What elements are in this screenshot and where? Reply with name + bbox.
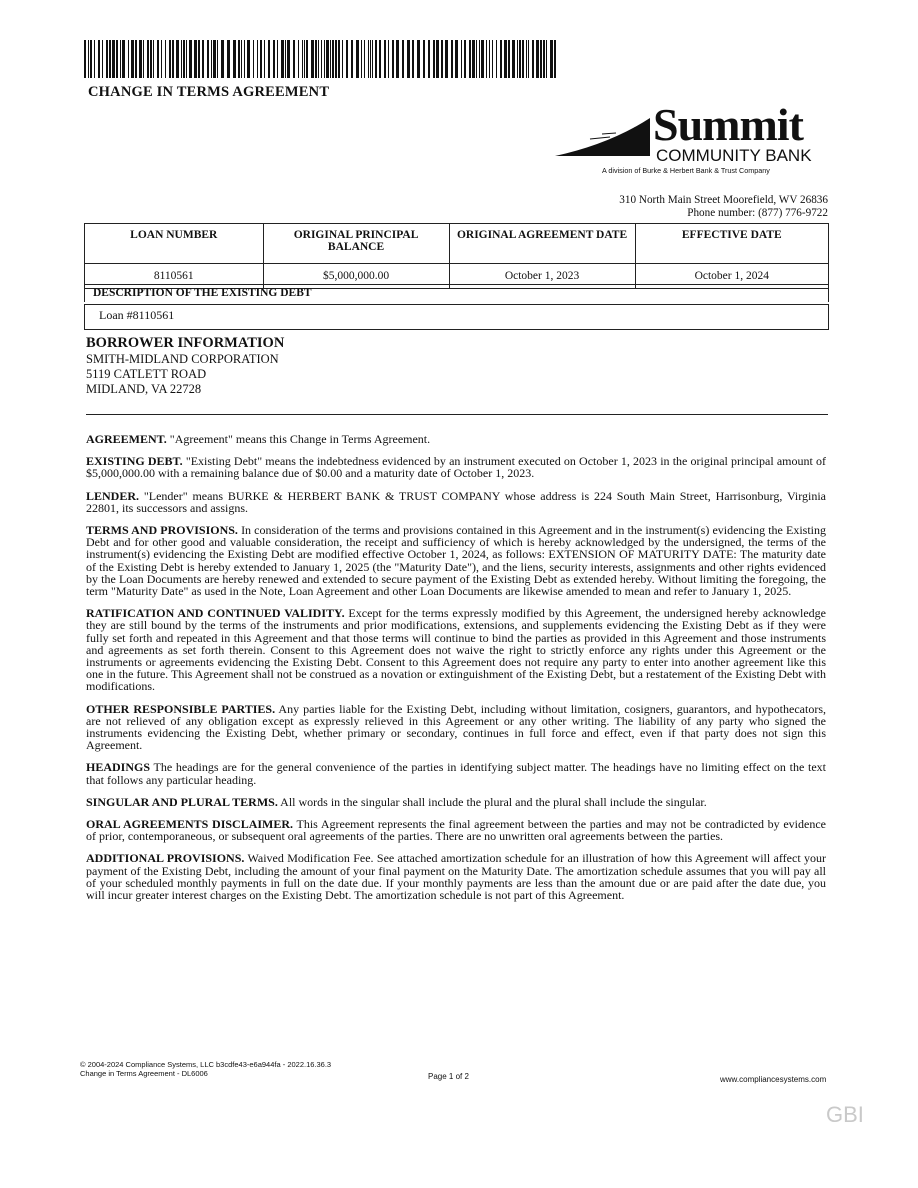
section-agreement: AGREEMENT. "Agreement" means this Change in Terms Agreement.: [86, 432, 431, 446]
barcode-bar: [522, 40, 524, 78]
barcode-bar: [172, 40, 174, 78]
barcode-bar: [161, 40, 162, 78]
barcode-bar: [335, 40, 337, 78]
barcode-bar: [213, 40, 216, 78]
bank-phone: Phone number: (877) 776-9722: [687, 207, 828, 219]
barcode-bar: [504, 40, 507, 78]
barcode-bar: [198, 40, 200, 78]
barcode-bar: [268, 40, 270, 78]
barcode-bar: [423, 40, 425, 78]
barcode-bar: [120, 40, 121, 78]
barcode-bar: [540, 40, 542, 78]
bank-address: [619, 194, 828, 220]
barcode-bar: [139, 40, 142, 78]
original-principal: $5,000,000.00: [263, 264, 449, 289]
barcode-bar: [153, 40, 154, 78]
section-lender: LENDER. "Lender" means BURKE & HERBERT BANK & TRUST COMPANY whose address is 224 South Main Street, Harrisonburg, Virginia 22801, its successors and assigns.: [86, 488, 827, 515]
section-headings: HEADINGS The headings are for the general convenience of the parties in identifying subject matter. The headings have no limiting effect on the text that follows any particular heading.: [86, 760, 826, 787]
barcode-bar: [131, 40, 134, 78]
barcode-bar: [338, 40, 340, 78]
barcode-bar: [368, 40, 369, 78]
barcode-bar: [109, 40, 111, 78]
barcode-bar: [388, 40, 389, 78]
barcode-bar: [346, 40, 348, 78]
barcode-bar: [330, 40, 331, 78]
footer-page: Page 1 of 2: [428, 1072, 469, 1081]
barcode-bar: [281, 40, 284, 78]
page-stamp: GBI: [826, 1102, 864, 1127]
barcode-bar: [311, 40, 314, 78]
barcode-bar: [451, 40, 453, 78]
logo-name: Summit: [653, 99, 803, 150]
barcode-bar: [277, 40, 278, 78]
barcode-bar: [211, 40, 212, 78]
barcode-bar: [532, 40, 534, 78]
barcode-bar: [315, 40, 317, 78]
barcode-bar: [489, 40, 490, 78]
barcode-bar: [445, 40, 448, 78]
effective-date: October 1, 2024: [635, 264, 828, 289]
barcode-bar: [169, 40, 171, 78]
barcode-bar: [264, 40, 265, 78]
barcode-bar: [253, 40, 254, 78]
barcode-bar: [500, 40, 502, 78]
barcode-bar: [143, 40, 144, 78]
barcode-bar: [285, 40, 286, 78]
barcode-bar: [481, 40, 484, 78]
barcode-bar: [476, 40, 477, 78]
barcode-bar: [112, 40, 115, 78]
barcode-bar: [342, 40, 343, 78]
barcode-bar: [247, 40, 250, 78]
barcode-bar: [183, 40, 185, 78]
borrower-name: SMITH-MIDLAND CORPORATION: [86, 352, 279, 366]
barcode-bar: [469, 40, 471, 78]
barcode-bar: [536, 40, 539, 78]
barcode-bar: [128, 40, 129, 78]
barcode-bar: [543, 40, 545, 78]
section-ratification: RATIFICATION AND CONTINUED VALIDITY. Except for the terms expressly modified by this Agreement, the undersigned hereby acknowledge they are still bound by the terms of the instruments and prior modifications, extensions, and supplements evidencing the Existing Debt as if they were fully set forth and repeated in this Agreement and that those terms will continue to bind the parties as provided in this Agreement and those instruments and agreements as set forth therein. Consent to this Agreement does not waive the right to strictly enforce any rights under this Agreement or the instruments or agreements evidencing the Existing Debt. Consent to this Agreement does not require any party to enter into another agreement like this one in the future. This Agreement shall not be construed as a novation or extinguishment of the Existing Debt, but a restatement of the Existing Debt with modifications.: [86, 606, 827, 694]
barcode-bar: [122, 40, 125, 78]
barcode-bar: [189, 40, 192, 78]
barcode-bar: [496, 40, 497, 78]
desc-header: DESCRIPTION OF THE EXISTING DEBT: [84, 284, 829, 302]
loan-table: [84, 223, 829, 289]
barcode-bar: [407, 40, 410, 78]
barcode-bar: [546, 40, 547, 78]
barcode-bar: [94, 40, 95, 78]
barcode-bar: [150, 40, 152, 78]
barcode-bar: [428, 40, 430, 78]
footer-website: www.compliancesystems.com: [720, 1075, 827, 1084]
barcode-bar: [318, 40, 319, 78]
barcode-bar: [528, 40, 529, 78]
logo-tagline: A division of Burke & Herbert Bank & Trust Company: [602, 166, 770, 175]
header-original-principal: ORIGINAL PRINCIPAL BALANCE: [263, 224, 449, 264]
barcode-bar: [176, 40, 179, 78]
barcode-bar: [396, 40, 399, 78]
barcode-bar: [512, 40, 515, 78]
bank-street: 310 North Main Street Moorefield, WV 26836: [619, 194, 828, 206]
barcode-bar: [554, 40, 556, 78]
barcode-bar: [356, 40, 359, 78]
barcode-bar: [324, 40, 325, 78]
logo-sub: COMMUNITY BANK: [656, 146, 812, 165]
footer-copyright: © 2004-2024 Compliance Systems, LLC b3cdfe43-e6a944fa - 2022.16.36.3: [80, 1060, 332, 1069]
section-additional: ADDITIONAL PROVISIONS. Waived Modification Fee. See attached amortization schedule for an illustration of how this Agreement will affect your payment of the Existing Debt, including the amount of your final payment on the Maturity Date. The amortization schedule assumes that you will pay all of your scheduled monthly payments in full on the date due. If your monthly payments are less than the amount due or are paid after the date due, you will incur greater interest charges on the Existing Debt. The amortization schedule is not part of this Agreement.: [86, 851, 826, 903]
section-terms: TERMS AND PROVISIONS. In consideration of the terms and provisions contained in this Agreement and in the instrument(s) evidencing the Existing Debt and for other good and valuable consideration, the receipt and sufficiency of which is hereby acknowledged by the undersigned, the terms of the instrument(s) evidencing the Existing Debt are modified effective October 1, 2024, as follows: EXTENSION OF MATURITY DATE: The maturity date of the Existing Debt is hereby extended to January 1, 2025 (the "Maturity Date"), and the liens, security interests, assignments and other rights evidenced by the Loan Documents are hereby renewed and extended to secure payment of the Existing Debt as extended hereby. Without limiting the foregoing, the term "Maturity Date" as used in the Note, Loan Agreement and other Loan Documents are likewise amended to mean and refer to January 1, 2025.: [86, 523, 826, 599]
footer-copyright-block: [80, 1060, 331, 1078]
barcode-bar: [508, 40, 510, 78]
divider: [86, 414, 828, 415]
barcode-bar: [241, 40, 242, 78]
barcode-bar: [486, 40, 487, 78]
barcode-bar: [361, 40, 362, 78]
barcode-bar: [165, 40, 166, 78]
barcode-bar: [412, 40, 414, 78]
barcode-bar: [260, 40, 262, 78]
barcode-bar: [402, 40, 404, 78]
barcode-bar: [98, 40, 100, 78]
barcode-bar: [372, 40, 373, 78]
barcode-bar: [433, 40, 435, 78]
barcode-bar: [464, 40, 466, 78]
barcode-bar: [492, 40, 493, 78]
borrower-street: 5119 CATLETT ROAD: [86, 367, 207, 381]
original-agreement-date: October 1, 2023: [449, 264, 635, 289]
barcode-bar: [202, 40, 204, 78]
barcode-bar: [207, 40, 209, 78]
footer-form: Change in Terms Agreement - DL6006: [80, 1069, 208, 1078]
barcode-bar: [293, 40, 295, 78]
barcode-bar: [379, 40, 381, 78]
borrower-city: MIDLAND, VA 22728: [86, 382, 202, 396]
barcode-bar: [392, 40, 394, 78]
barcode-bar: [227, 40, 230, 78]
barcode-bar: [106, 40, 108, 78]
barcode-bar: [332, 40, 334, 78]
barcode-bar: [306, 40, 308, 78]
barcode-bar: [302, 40, 303, 78]
barcode-bar: [244, 40, 245, 78]
barcode-bar: [304, 40, 305, 78]
barcode-bar: [298, 40, 299, 78]
logo-swoosh-icon: [555, 118, 650, 156]
barcode-bar: [273, 40, 275, 78]
loan-number: 8110561: [85, 264, 264, 289]
barcode-bar: [550, 40, 553, 78]
header-original-agreement-date: ORIGINAL AGREEMENT DATE: [449, 224, 635, 264]
barcode-bar: [217, 40, 218, 78]
document-title: CHANGE IN TERMS AGREEMENT: [88, 84, 330, 100]
section-existing-debt: EXISTING DEBT. "Existing Debt" means the indebtedness evidenced by an instrument executed on October 1, 2023 in the original principal amount of $5,000,000.00 with a remaining balance due of $0.00 and a maturity date of October 1, 2023.: [86, 454, 827, 481]
barcode-bar: [351, 40, 353, 78]
section-singular-plural: SINGULAR AND PLURAL TERMS. All words in the singular shall include the plural and the plural shall include the singular.: [86, 794, 707, 809]
barcode-bar: [157, 40, 159, 78]
agreement-body: [86, 433, 826, 911]
barcode-bar: [116, 40, 118, 78]
barcode-bar: [375, 40, 377, 78]
barcode-bar: [102, 40, 103, 78]
header-loan-number: LOAN NUMBER: [85, 224, 264, 264]
barcode-bar: [519, 40, 521, 78]
barcode-bar: [84, 40, 86, 78]
barcode: [84, 40, 559, 78]
summit-bank-logo: [550, 94, 825, 186]
barcode-bar: [461, 40, 462, 78]
barcode-bar: [417, 40, 420, 78]
section-other-parties: OTHER RESPONSIBLE PARTIES. Any parties liable for the Existing Debt, including without limitation, cosigners, guarantors, and hypothecators, are not relieved of any obligation except as expressly relieved in this Agreement or any other writing. The liability of any party who signed the instruments evidencing the Existing Debt, whether primary or secondary, continues in full force and effect, even if that party does not sign this Agreement.: [86, 701, 826, 753]
barcode-bar: [181, 40, 182, 78]
barcode-bar: [517, 40, 518, 78]
barcode-bar: [526, 40, 527, 78]
header-effective-date: EFFECTIVE DATE: [635, 224, 828, 264]
barcode-bar: [472, 40, 475, 78]
section-oral-disclaimer: ORAL AGREEMENTS DISCLAIMER. This Agreement represents the final agreement between the parties and may not be contradicted by evidence of prior, contemporaneous, or subsequent oral agreements of the parties. There are no unwritten oral agreements between the parties.: [86, 817, 826, 844]
barcode-bar: [90, 40, 92, 78]
barcode-bar: [186, 40, 187, 78]
barcode-bar: [455, 40, 458, 78]
barcode-bar: [370, 40, 371, 78]
barcode-bar: [147, 40, 149, 78]
desc-value: Loan #8110561: [84, 304, 829, 330]
barcode-bar: [321, 40, 322, 78]
barcode-bar: [287, 40, 290, 78]
barcode-bar: [384, 40, 386, 78]
barcode-bar: [441, 40, 443, 78]
barcode-bar: [88, 40, 89, 78]
barcode-bar: [238, 40, 240, 78]
barcode-bar: [436, 40, 439, 78]
barcode-bar: [326, 40, 329, 78]
barcode-bar: [221, 40, 224, 78]
barcode-bar: [257, 40, 258, 78]
borrower-heading: BORROWER INFORMATION: [86, 335, 285, 351]
barcode-bar: [194, 40, 197, 78]
barcode-bar: [479, 40, 480, 78]
barcode-bar: [364, 40, 365, 78]
barcode-bar: [233, 40, 236, 78]
barcode-bar: [135, 40, 137, 78]
